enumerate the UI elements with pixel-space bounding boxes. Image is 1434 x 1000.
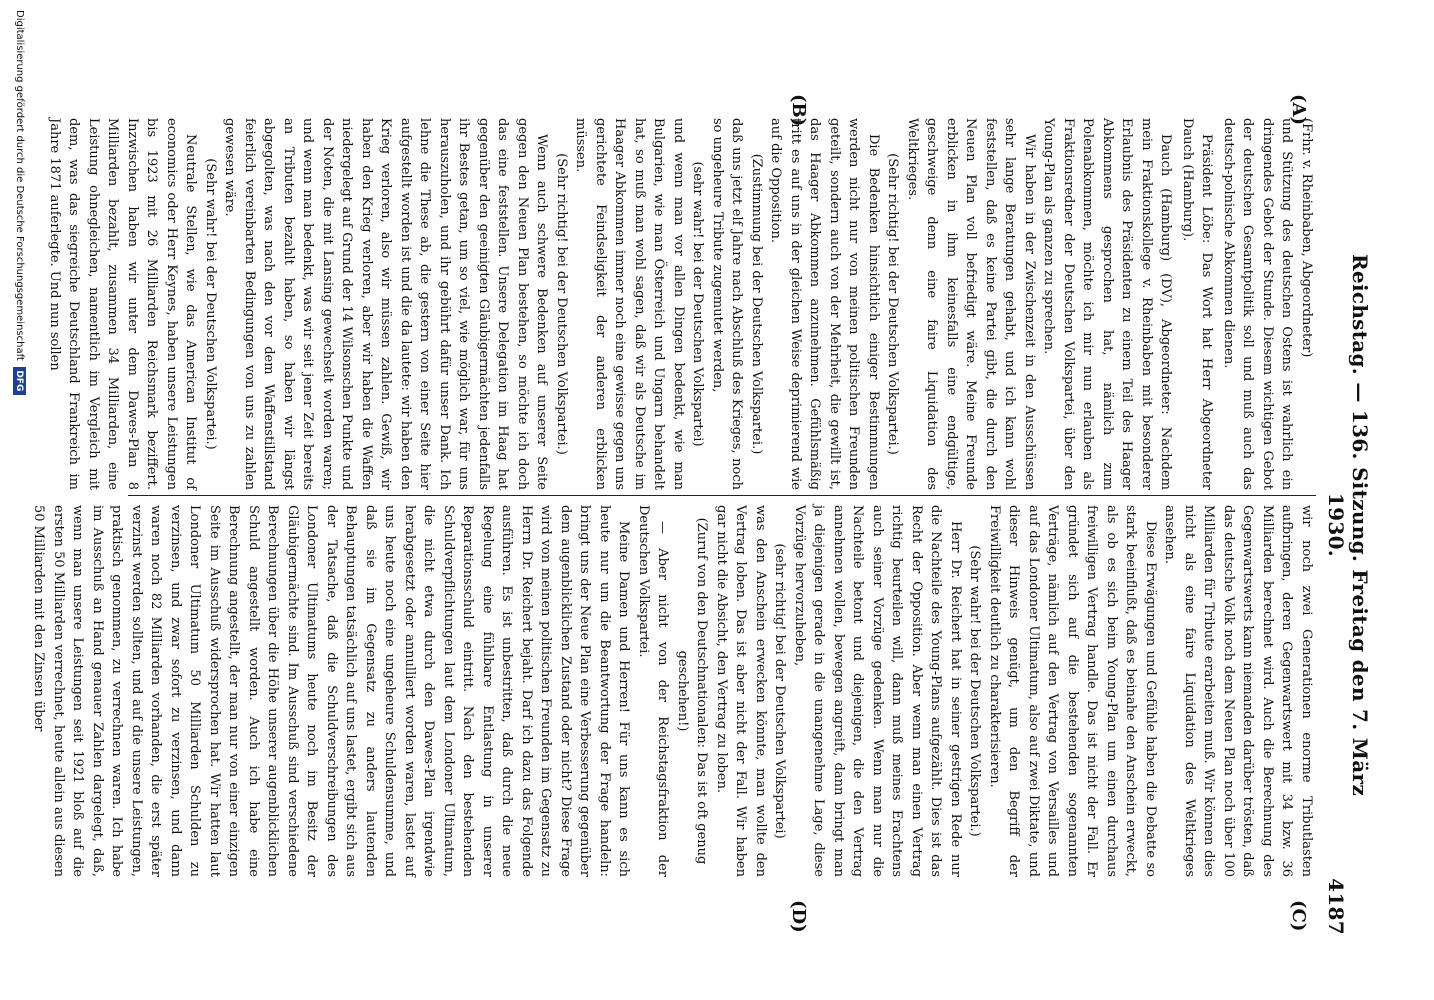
paragraph: Die Bedenken hinsichtlich einiger Bestimmungen werden nicht nur von meinen politischen Freunden geteilt, sondern auch von der Mehrheit, die gewillt ist, das Haager Abkommen anzunehmen. Gefühlsmäßig tritt es auf uns in der gleichen Weise deprimierend wie auf die Opposition. xyxy=(768,118,881,490)
paragraph: daß uns jetzt elf Jahre nach Abschluß des Krieges, noch so ungeheure Tribute zugemutet werden, xyxy=(710,118,745,490)
dfg-logo-icon: DFG xyxy=(13,367,26,395)
paragraph: was den Anschein erwecken könnte, man wollte den Vertrag loben. Das ist aber nicht der Fall. Wir haben gar nicht die Absicht, den Vertrag zu loben. xyxy=(714,505,768,877)
column-divider xyxy=(128,495,1316,496)
paragraph: wir noch zwei Generationen enorme Tributlasten aufbringen, deren Gegenwartswert mit 34 bzw. 36 Milliarden berechnet wird. Auch die Berechnung des Gegenwartswerts kann niemanden darüber trösten, daß das deutsche Volk noch dem Neuen Plan noch über 100 Milliarden für Tribute erarbeiten muß. Wir können dies nicht als eine faire Liquidation des Weltkrieges ansehen. xyxy=(1162,505,1314,877)
interjection: (Zustimmung bei der Deutschen Volkspartei.) xyxy=(749,153,764,455)
paragraph: — Aber nicht von der Reichstagsfraktion der Deutschen Volkspartei. xyxy=(636,505,671,877)
paragraph: Wenn auch schwere Bedenken auf unserer Seite gegen den Neuen Plan bestehen, so möchte ich doch das eine feststellen. Unsere Delegation im Haag hat gegenüber den geeinigten Gläubigermächten jedenfalls ihr Bestes getan, um so viel, wie möglich war, für uns herauszuholen, und ihr gebührt dafür unser Dank. Ich lehne die These ab, die gestern von einer Seite hier aufgestellt worden ist und die da lautete: wir haben den Krieg verloren, also wir müssen zahlen. Gewiß, wir haben den Krieg verloren, aber wir haben die Waffen niedergelegt auf Grund der 14 Wilsonschen Punkte und der Noten, die mit Lansing gewechselt worden waren; und wenn man bedenkt, was wir seit jener Zeit bereits an Tributen bezahlt haben, so haben wir längst abgegolten, was nach den vor dem Waffenstillstand feierlich vereinbarten Bedingungen von uns zu zahlen gewesen wäre. xyxy=(222,118,550,490)
margin-letter-c: (C) xyxy=(1288,900,1309,932)
interjection: (Sehr wahr! bei der Deutschen Volkspartei.) xyxy=(203,158,218,450)
president-remark: Präsident Löbe: Das Wort hat Herr Abgeordneter Dauch (Hamburg). xyxy=(1180,118,1215,490)
paragraph: und wenn man vor allen Dingen bedenkt, wie man Bulgarien, wie man Österreich und Ungarn behandelt hat, so muß man wohl sagen, daß wir als Deutsche im Haager Abkommen immer noch eine gewisse gegen uns gerichtete Feindseligkeit der anderen erblicken müssen. xyxy=(573,118,686,490)
footer-text: Digitalisierung gefördert durch die Deutsche Forschungsgemeinschaft xyxy=(14,10,25,361)
speaker-continuation: (Frhr. v. Rheinbaben, Abgeordneter) xyxy=(1299,118,1314,358)
page-header xyxy=(1324,115,1372,935)
margin-letter-a: (A) xyxy=(1288,94,1309,125)
interjection: (Zuruf von den Deutschnationalen: Das ist oft genug geschehen!) xyxy=(675,517,710,865)
left-column xyxy=(47,118,1316,490)
interjection: (Sehr wahr! bei der Deutschen Volkspartei.) xyxy=(967,545,983,837)
margin-letter-d: (D) xyxy=(788,900,809,933)
speaker-intro: Dauch (Hamburg) (DV), Abgeordneter: Nachdem mein Fraktionskollege v. Rheinbaben mit besonderer Erlaubnis des Präsidenten zu einem Teil des Haager Abkommens gesprochen hat, nämlich zum Polenabkommen, möchte ich mir nun erlauben als Fraktionsredner der Deutschen Volkspartei, über den Young-Plan als ganzen zu sprechen. xyxy=(1041,118,1174,490)
interjection: (Sehr richtig! bei der Deutschen Volkspartei.) xyxy=(885,153,901,455)
interjection: (sehr richtig! bei der Deutschen Volkspartei) xyxy=(772,543,788,839)
paragraph: Neutrale Stellen, wie das American Institut of economics oder Herr Keynes, haben unsere Leistungen bis 1923 mit 26 Milliarden Reichsmark beziffert. Inzwischen haben wir unter dem Dawes-Plan 8 Milliarden bezahlt, zusammen 34 Milliarden, eine Leistung ohnegleichen, namentlich im Vergleich mit dem, was das siegreiche Deutschland Frankreich im Jahre 1871 auferlegte. Und nun sollen xyxy=(47,118,199,490)
right-column xyxy=(31,505,1316,878)
interjection: (sehr wahr! bei der Deutschen Volkspartei) xyxy=(690,161,706,447)
interjection: (Sehr richtig! bei der Deutschen Volkspartei.) xyxy=(554,153,569,455)
page-number: 4187 xyxy=(1324,878,1348,935)
paragraph: Diese Erwägungen und Gefühle haben die Debatte so stark beeinflußt, daß es beinahe den Anschein erweckt, als ob es sich beim Young-Plan um einen durchaus freiwilligen Vertrag handle. Das ist nicht der Fall. Er gründet sich auf die bestehenden sogenannten Verträge, nämlich auf den Vertrag von Versailles und auf das Londoner Ultimatum, also auf zwei Diktate, und dieser Hinweis genügt, um den Begriff der Freiwilligkeit deutlich zu charakterisieren. xyxy=(987,505,1158,877)
paragraph: und Stützung des deutschen Ostens ist wahrlich ein dringendes Gebot der Stunde. Diesem wichtigen Gebot der deutschen Gesamtpolitik soll und muß auch das deutsch-polnische Abkommen dienen. xyxy=(1221,118,1295,490)
header-title: Reichstag. — 136. Sitzung. Freitag den 7. März 1930. xyxy=(1324,254,1372,796)
paragraph: Wir haben in der Zwischenzeit in den Ausschüssen sehr lange Beratungen gehabt, und ich kann wohl feststellen, daß es keine Partei gibt, die durch den Neuen Plan voll befriedigt wäre. Meine Freunde erblicken in ihm keinesfalls eine endgültige, geschweige denn eine faire Liquidation des Weltkrieges. xyxy=(905,118,1037,490)
paragraph: Herr Dr. Reichert hat in seiner gestrigen Rede nur die Nachteile des Young-Plans aufgezählt. Dies ist das Recht der Opposition. Aber wenn man einen Vertrag richtig beurteilen will, dann muß meines Erachtens auch seiner Vorzüge gedenken. Wenn man nur die Nachteile betont und diejenigen, die den Vertrag annehmen wollen, bewegen angreift, dann bringt man ja diejenigen gerade in die unangenehme Lage, diese Vorzüge hervorzuheben, xyxy=(792,505,963,877)
digitization-footer xyxy=(13,10,26,395)
paragraph: Meine Damen und Herren! Für uns kann es sich heute nur um die Beantwortung der Frage handeln: bringt uns der Neue Plan eine Verbesserung gegenüber dem augenblicklichen Zustand oder nicht? Diese Frage wird von meinen politischen Freunden im Gegensatz zu Herrn Dr. Reichert bejaht. Darf ich dazu das Folgende ausführen. Es ist unbestritten, daß durch die neue Regelung eine fühlbare Entlastung in unserer Reparationsschuld eintritt. Nach den bestehenden Schuldverpflichtungen laut dem Londoner Ultimatum, die nicht etwa durch den Dawes-Plan irgendwie herabgesetzt oder annulliert worden waren, lastet auf uns heute noch eine ungeheure Schuldensumme, und daß sie im Gegensatz zu anders lautenden Behauptungen tatsächlich auf uns lastet, ergibt sich aus der Tatsache, daß die Schuldverschreibungen des Londoner Ultimatums heute noch im Besitz der Gläubigermächte sind. Im Ausschuß sind verschiedene Berechnungen über die Höhe unserer augenblicklichen Schuld angestellt worden. Auch ich habe eine Berechnung angestellt, der man nur von einer einzigen Seite im Ausschuß widersprochen hat. Wir hatten laut Londoner Ultimatum 50 Milliarden Schulden zu verzinsen, und zwar sofort zu verzinsen, und dann waren noch 82 Milliarden vorhanden, die erst später verzinst werden sollten, und auf die unsere Leistungen, praktisch genommen, zu verrechnen waren. Ich habe im Ausschuß an Hand genauer Zahlen dargelegt, daß, wenn man unsere Leistungen seit 1921 bloß auf die ersten 50 Milliarden verrechnet, heute allein aus diesen 50 Milliarden mit den Zinsen über xyxy=(31,505,632,878)
margin-letter-b: (B) xyxy=(788,94,809,127)
